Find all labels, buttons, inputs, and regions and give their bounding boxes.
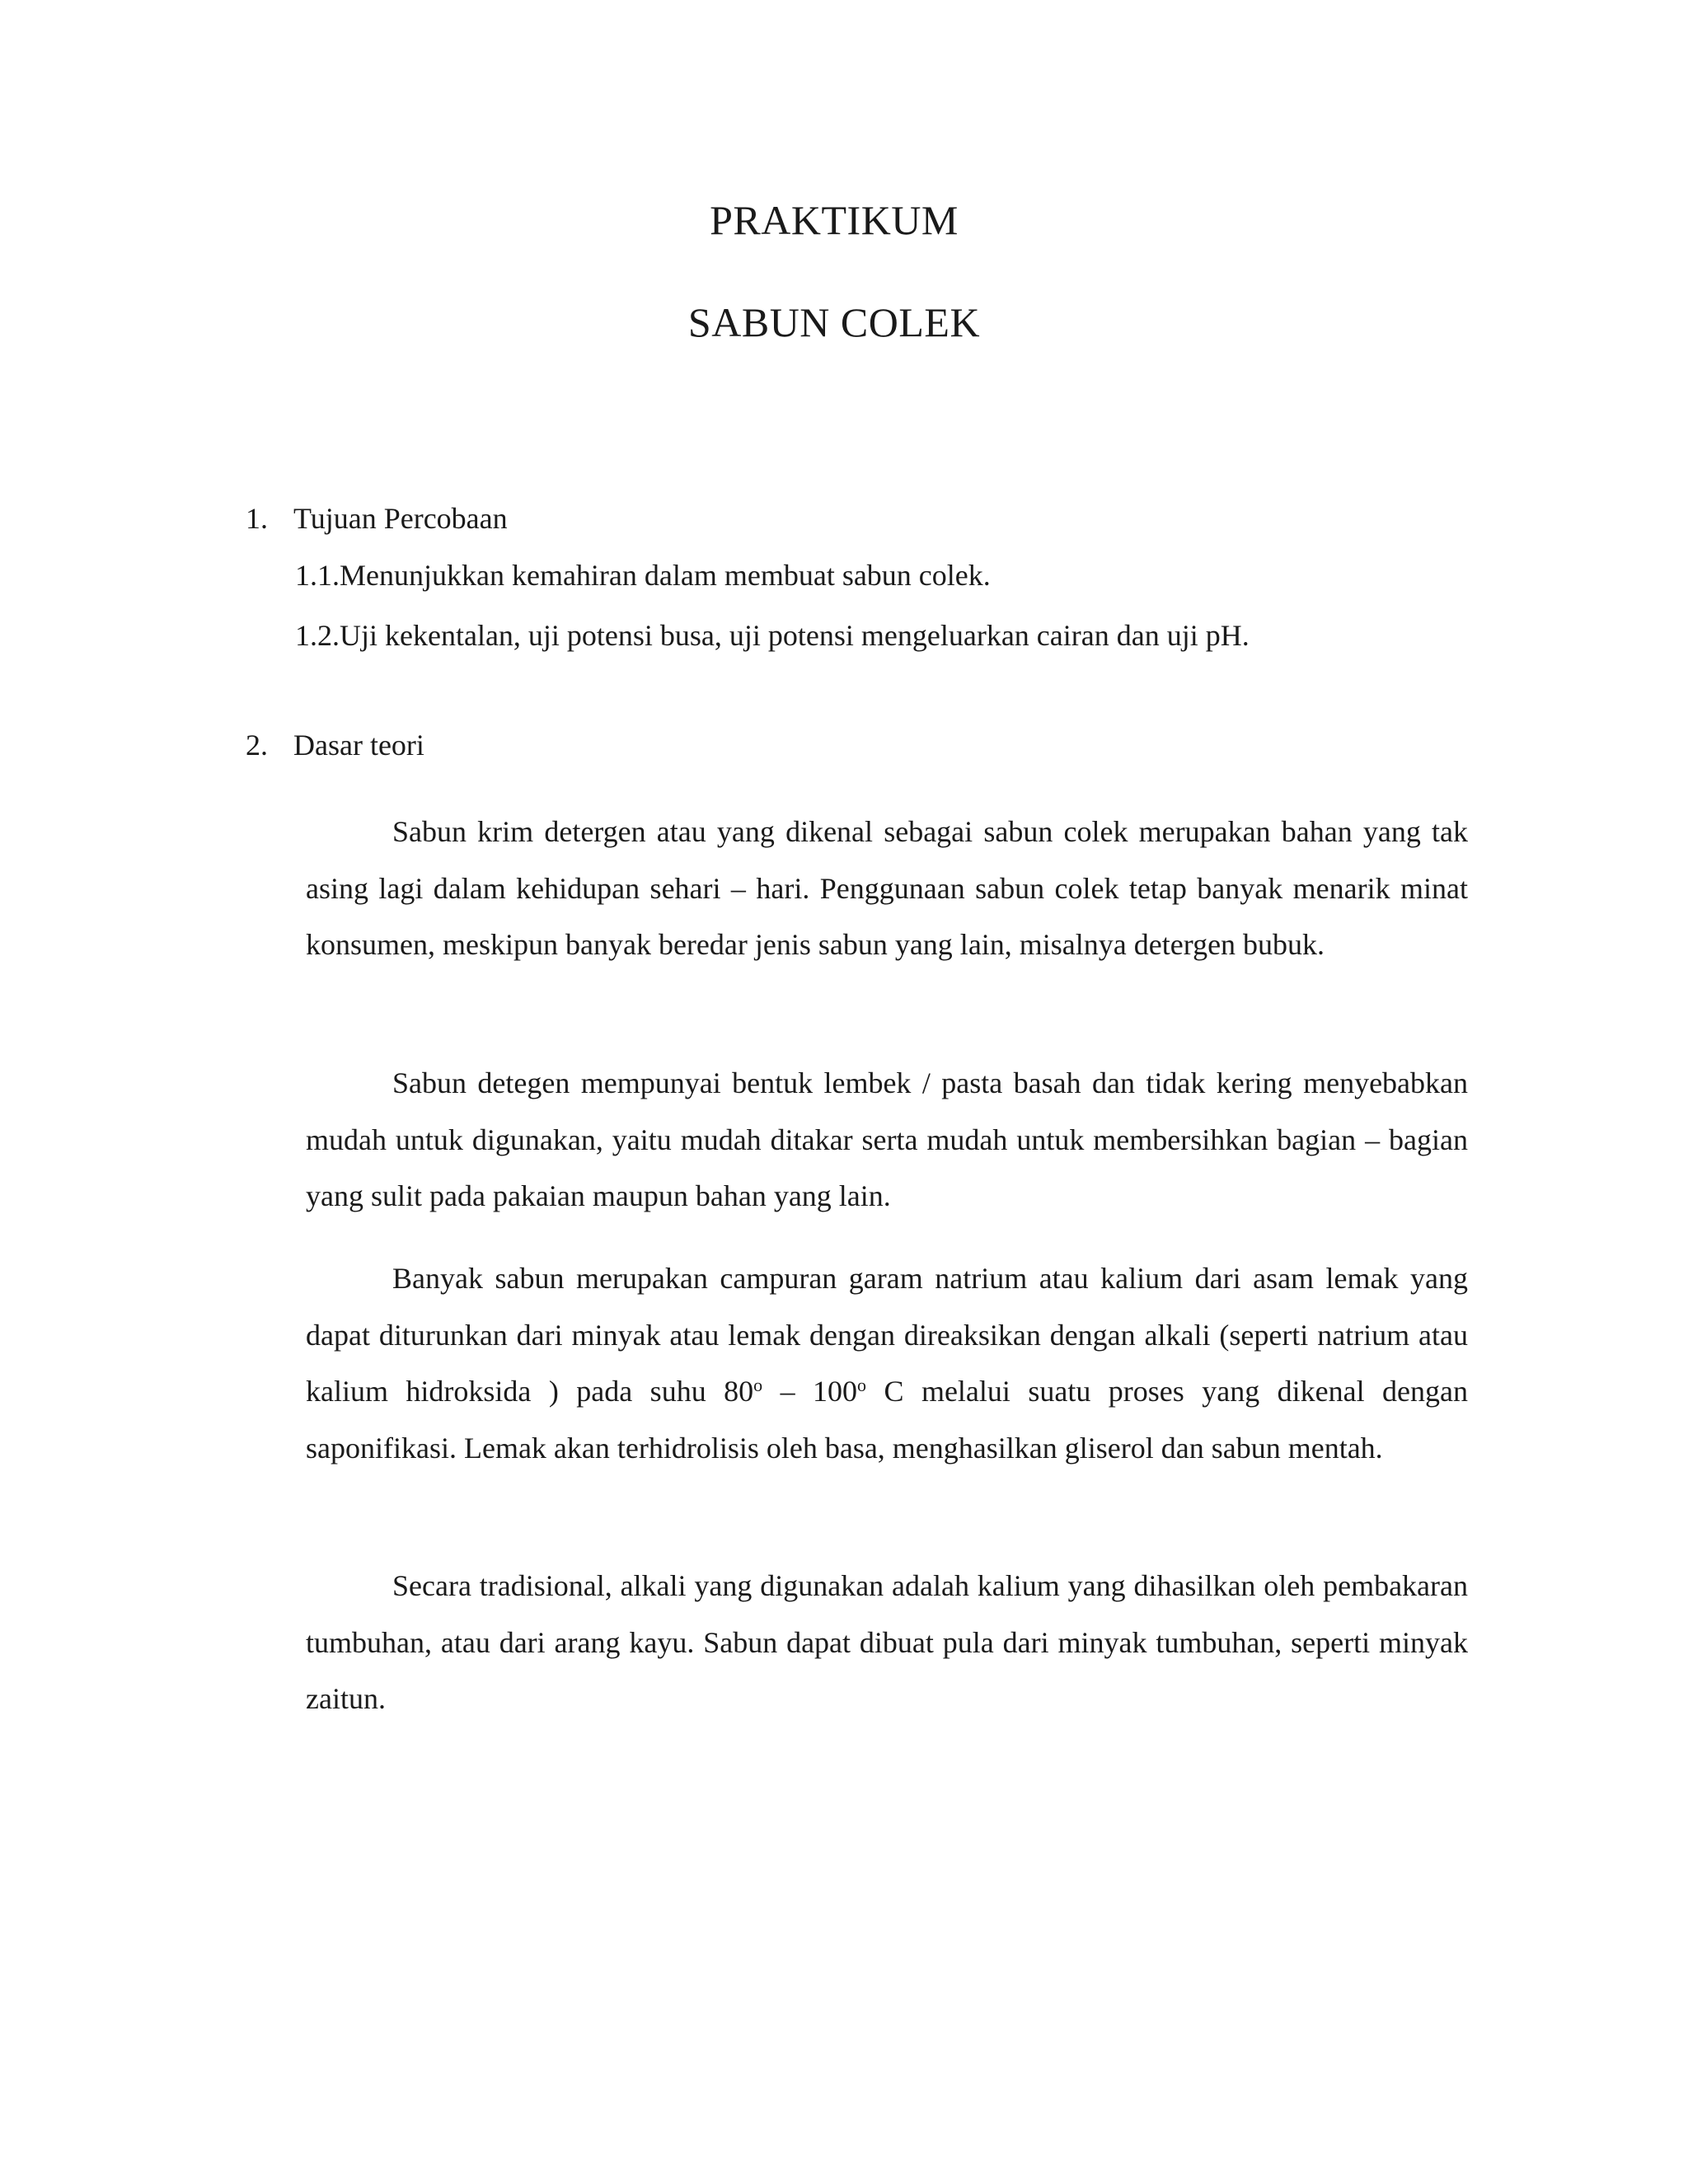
section-heading-text: Dasar teori xyxy=(293,729,424,762)
degree-superscript: o xyxy=(753,1375,763,1395)
section-heading-text: Tujuan Percobaan xyxy=(293,502,508,535)
objective-item: 1.2.Uji kekentalan, uji potensi busa, uji potensi mengeluarkan cairan dan uji pH. xyxy=(295,619,1250,652)
paragraph-text: – 100 xyxy=(762,1375,858,1408)
section-number: 2. xyxy=(246,729,268,762)
objective-item: 1.1.Menunjukkan kemahiran dalam membuat sabun colek. xyxy=(295,559,991,592)
theory-paragraph: Sabun detegen mempunyai bentuk lembek / pasta basah dan tidak kering menyebabkan mudah untuk digunakan, yaitu mudah ditakar serta mudah untuk membersihkan bagian – bagian yang sulit pada pakaian maupun bahan yang lain. xyxy=(306,1066,1468,1212)
theory-paragraph: Sabun krim detergen atau yang dikenal sebagai sabun colek merupakan bahan yang tak asing lagi dalam kehidupan sehari – hari. Penggunaan sabun colek tetap banyak menarik minat konsumen, meskipun banyak beredar jenis sabun yang lain, misalnya detergen bubuk. xyxy=(306,815,1468,961)
document-title: PRAKTIKUM xyxy=(710,197,959,243)
section-number: 1. xyxy=(246,502,268,535)
degree-superscript: o xyxy=(857,1375,867,1395)
section-heading-dasar-teori xyxy=(246,728,424,762)
theory-paragraph xyxy=(306,1250,1468,1476)
paragraph-text: Banyak sabun merupakan campuran garam natrium atau kalium dari asam lemak yang dapat diturunkan dari minyak atau lemak dengan direaksikan dengan alkali (seperti natrium atau kalium hidroksida ) pada suhu 80 xyxy=(306,1262,1468,1408)
paragraph-text: C melalui suatu proses yang dikenal dengan saponifikasi. Lemak akan terhidrolisis oleh basa, menghasilkan gliserol dan sabun mentah. xyxy=(306,1375,1469,1465)
section-heading-tujuan xyxy=(246,501,508,536)
document-subtitle: SABUN COLEK xyxy=(687,299,981,345)
theory-paragraph: Secara tradisional, alkali yang digunakan adalah kalium yang dihasilkan oleh pembakaran tumbuhan, atau dari arang kayu. Sabun dapat dibuat pula dari minyak tumbuhan, seperti minyak zaitun. xyxy=(306,1569,1468,1715)
